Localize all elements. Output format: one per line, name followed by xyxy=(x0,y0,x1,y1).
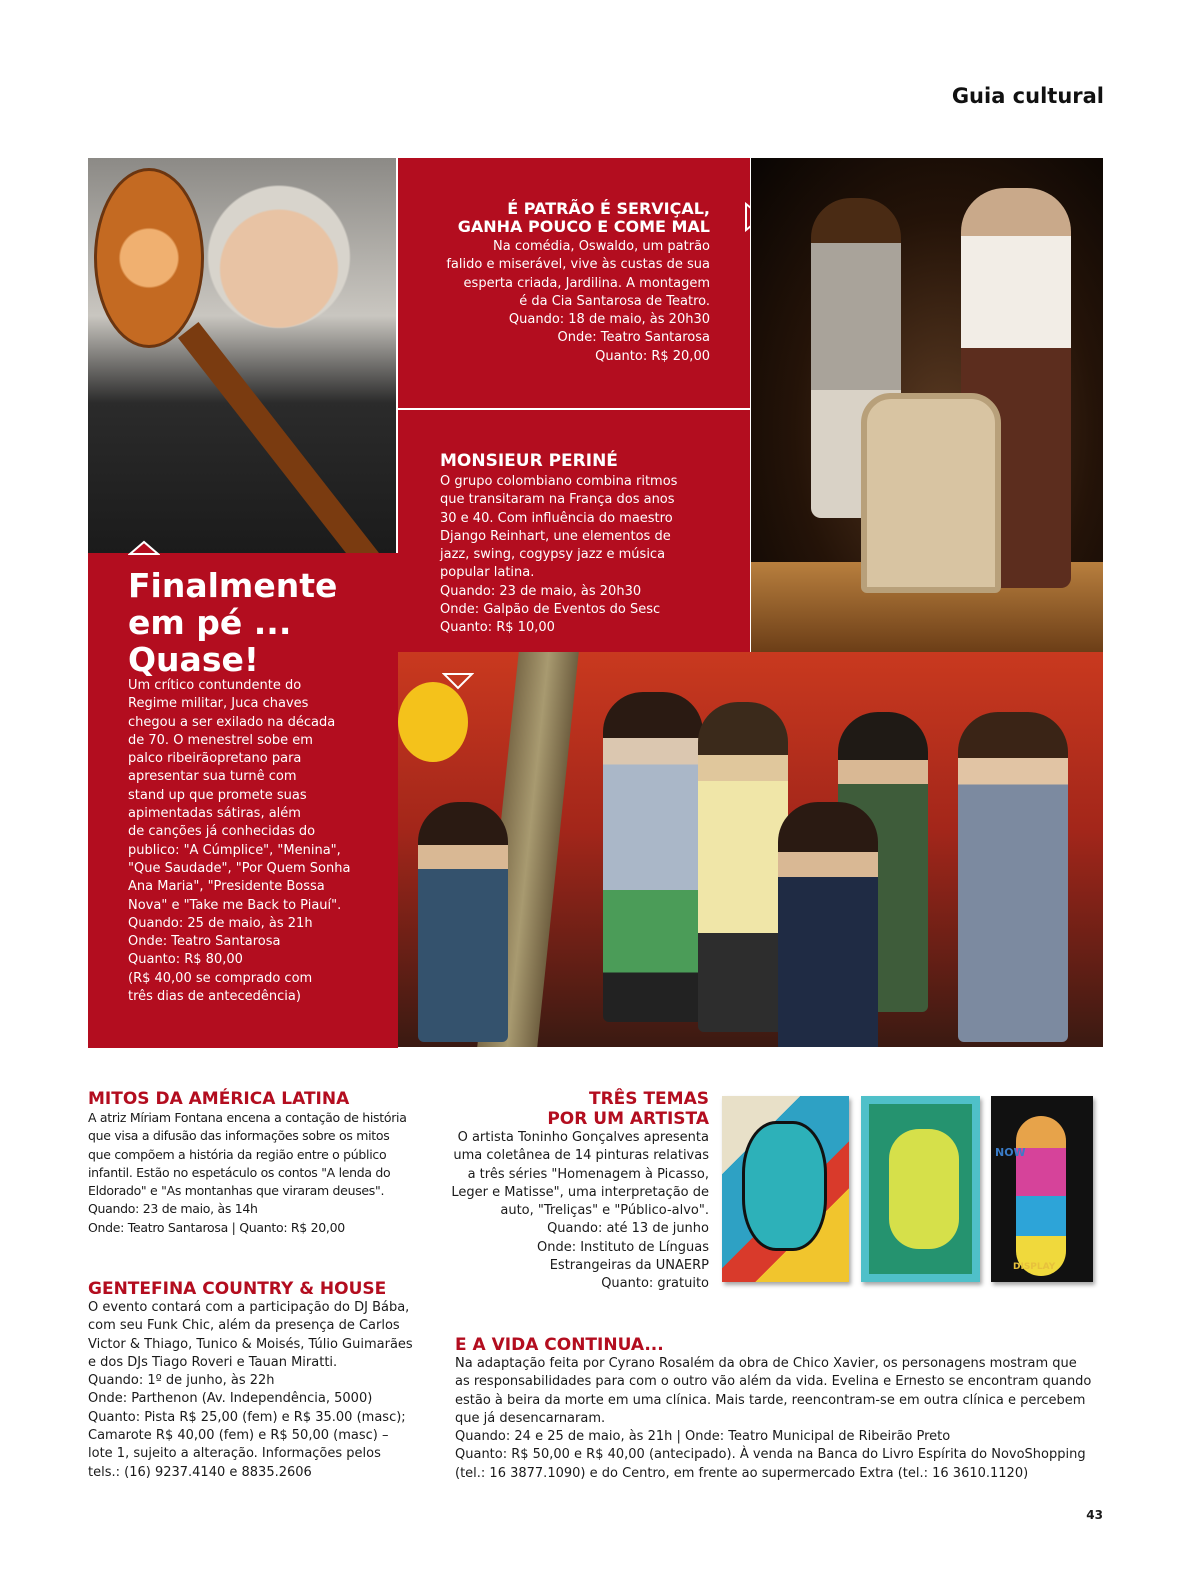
flowers xyxy=(398,682,468,762)
juca-title: Finalmente em pé ... Quase! xyxy=(128,566,338,679)
lute-illustration xyxy=(94,168,204,348)
gentefina-title: GENTEFINA COUNTRY & HOUSE xyxy=(88,1279,387,1299)
drummer-figure xyxy=(418,802,508,1042)
arrow-down-icon xyxy=(442,672,474,690)
patrao-box xyxy=(398,158,750,408)
tres-temas-article xyxy=(451,1089,709,1294)
vida-title: E A VIDA CONTINUA... xyxy=(455,1335,664,1355)
painting-trelicas xyxy=(861,1096,980,1282)
singer-figure xyxy=(603,692,703,1022)
juca-box xyxy=(88,553,398,1048)
chair xyxy=(861,393,1001,593)
painting-picasso-homage xyxy=(722,1096,849,1282)
mitos-article xyxy=(88,1089,428,1237)
tres-temas-body: O artista Toninho Gonçalves apresenta uma coletânea de 14 pinturas relativas a três séries "Homenagem à Picasso, Leger e Matisse", uma interpretação de auto, "Treliças" e "Público-alvo". Quando: até 13 de junho Onde: Instituto de Línguas Estrangeiras da UNAERP Quanto: gratuito xyxy=(451,1130,709,1292)
gentefina-body: O evento contará com a participação do DJ Bába, com seu Funk Chic, além da presença de Carlos Victor & Thiago, Tunico & Moisés, Túlio Guimarães e dos DJs Tiago Roveri e Tauan Miratti. Quando: 1º de junho, às 22h Onde: Parthenon (Av. Independência, 5000) Quanto: Pista R$ 25,00 (fem) e R$ 35.00 (masc); Camarote R$ 40,00 (fem) e R$ 50,00 (masc) – lote 1, sujeito a alteração. Informações pelos tels.: (16) 9237.4140 e 8835.2606 xyxy=(88,1300,413,1480)
monsieur-title: MONSIEUR PERINÉ xyxy=(440,451,618,471)
vida-article xyxy=(455,1335,1105,1483)
theatre-photo xyxy=(751,158,1103,652)
mitos-body: A atriz Míriam Fontana encena a contação de história que visa a difusão das informações sobre os mitos que compõem a história da região entre o público infantil. Estão no espetáculo os contos "A lenda do Eldorado" e "As montanhas que viraram deuses". Quando: 23 de maio, às 14h Onde: Teatro Santarosa | Quanto: R$ 20,00 xyxy=(88,1110,407,1235)
mitos-title: MITOS DA AMÉRICA LATINA xyxy=(88,1089,350,1109)
vida-body: Na adaptação feita por Cyrano Rosalém da obra de Chico Xavier, os personagens mostram que as responsabilidades para com o outro vão além da vida. Evelina e Ernesto se encontram quando estão à beira da morte em uma clínica. Mais tarde, reencontram-se em outra clínica e percebem que já desencarnaram. Quando: 24 e 25 de maio, às 21h | Onde: Teatro Municipal de Ribeirão Preto Quanto: R$ 50,00 e R$ 40,00 (antecipado). À venda na Banca do Livro Espírita do NovoShopping (tel.: 16 3877.1090) e do Centro, em frente ao supermercado Extra (tel.: 16 3610.1120) xyxy=(455,1356,1092,1481)
lute-neck xyxy=(178,322,383,553)
painted-face xyxy=(742,1121,827,1251)
bassist-figure xyxy=(958,712,1068,1042)
section-title: Guia cultural xyxy=(951,84,1104,108)
painting-word-display: DISPLAY xyxy=(1013,1262,1056,1272)
arrow-up-icon xyxy=(128,540,160,556)
tres-temas-title: TRÊS TEMAS POR UM ARTISTA xyxy=(547,1089,709,1129)
juca-chaves-photo xyxy=(88,158,396,553)
monsieur-box xyxy=(398,410,750,675)
juca-body: Um crítico contundente do Regime militar, Juca chaves chegou a ser exilado na década de 70. O menestrel sobe em palco ribeirãopretano para apresentar sua turnê com stand up que promete suas apimentadas sátiras, além de canções já conhecidas do publico: "A Cúmplice", "Menina", "Que Saudade", "Por Quem Sonha Ana Maria", "Presidente Bossa Nova" e "Take me Back to Piauí". Quando: 25 de maio, às 21h Onde: Teatro Santarosa Quanto: R$ 80,00 (R$ 40,00 se comprado com três dias de antecedência) xyxy=(128,678,351,1005)
band-photo xyxy=(398,652,1103,1047)
monsieur-body: O grupo colombiano combina ritmos que transitaram na França dos anos 30 e 40. Com influência do maestro Django Reinhart, une elementos de jazz, swing, cogypsy jazz e música popular latina. Quando: 23 de maio, às 20h30 Onde: Galpão de Eventos do Sesc Quanto: R$ 10,00 xyxy=(440,474,678,636)
page-number: 43 xyxy=(1086,1508,1103,1522)
guitarist-figure xyxy=(778,802,878,1047)
patrao-title: É PATRÃO É SERVIÇAL, GANHA POUCO E COME MAL xyxy=(457,199,710,236)
patrao-body: Na comédia, Oswaldo, um patrão falido e miserável, vive às custas de sua esperta criada, Jardilina. A montagem é da Cia Santarosa de Teatro. Quando: 18 de maio, às 20h30 Onde: Teatro Santarosa Quanto: R$ 20,00 xyxy=(446,239,710,364)
painted-figure xyxy=(889,1129,959,1249)
painting-publico-alvo xyxy=(991,1096,1093,1282)
painting-word-now: NOW xyxy=(995,1146,1026,1159)
gentefina-article xyxy=(88,1279,428,1482)
painted-figure xyxy=(1016,1116,1066,1276)
guitarist-figure xyxy=(698,702,788,1032)
